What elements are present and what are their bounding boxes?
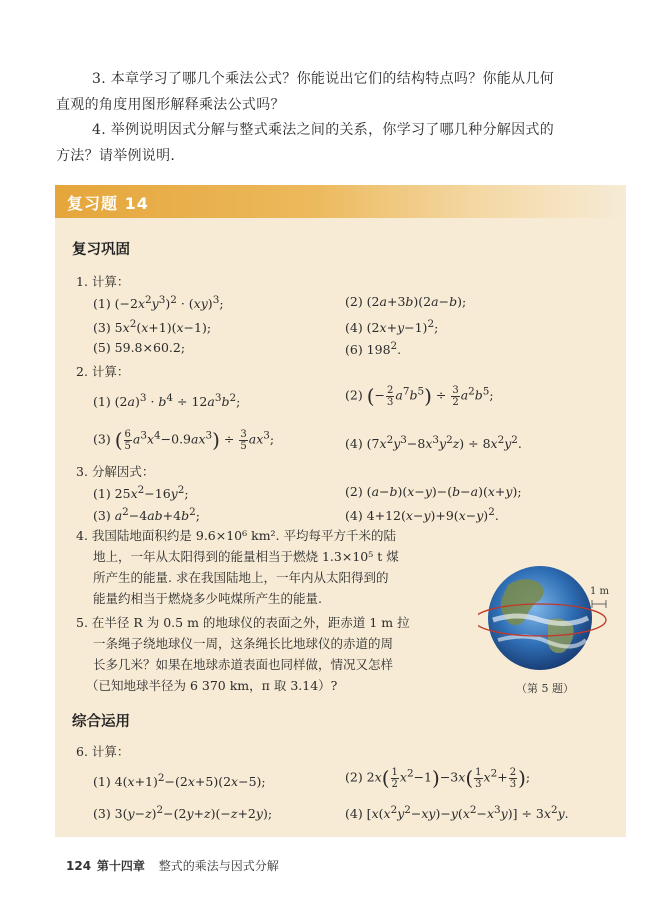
problem-4-line4: 能量约相当于燃烧多少吨煤所产生的能量. [93,591,322,606]
problem-6-3: (3) $3(y-z)^2-(2y+z)(-z+2y)$; [93,804,273,822]
problem-6-1: (1) $4(x+1)^2-(2x+5)(2x-5)$; [93,772,266,790]
problem-1-1: (1) $(-2x^2y^3)^2 \cdot (xy)^3$; [93,294,224,312]
problem-6-label: 6. 计算： [76,744,130,759]
problem-1-label: 1. 计算： [76,274,130,289]
problem-1-4: (4) $(2x+y-1)^2$; [345,318,439,336]
problem-5-line4: （已知地球半径为 6 370 km，π 取 3.14）? [86,678,338,693]
problem-2-1: (1) $(2a)^3 \cdot b^4 \div 12a^3b^2$; [93,392,241,410]
problem-4 [76,525,466,609]
page-footer [66,857,279,874]
figure-caption: （第 5 题） [516,682,574,695]
globe-figure [478,560,618,680]
intro-question-4-cont [56,143,175,169]
problem-1-3: (3) $5x^2(x+1)(x-1)$; [93,318,212,336]
problem-5-line3: 长多几米？如果在地球赤道表面也同样做，情况又怎样 [93,657,394,672]
q4-line2: 方法？请举例说明. [56,148,176,164]
problem-1-5: (5) 59.8×60.2; [93,340,186,355]
exercise-header [55,185,626,218]
problem-3-2: (2) (a−b)(x−y)−(b−a)(x+y); [345,484,522,499]
q4-line1: 4. 举例说明因式分解与整式乘法之间的关系，你学习了哪几种分解因式的 [92,122,555,138]
gap-label: 1 m [590,586,610,597]
q3-line1: 3. 本章学习了哪几个乘法公式？你能说出它们的结构特点吗？你能从几何 [92,71,555,87]
intro-question-4 [92,117,554,143]
problem-4-line1: 4. 我国陆地面积约是 9.6×10⁶ km². 平均每平方千米的陆 [76,528,397,543]
problem-2-4: (4) $(7x^2y^3-8x^3y^2z) \div 8x^2y^2$. [345,434,522,452]
problem-5-line2: 一条绳子绕地球仪一周，这条绳长比地球仪的赤道的周 [93,636,394,651]
problem-6-2: (2) 2x( $\frac{1}{2}$ $x^2-1)-3x$( $\frac{1}{3}$ $x^2+$ $\frac{2}{3}$ ); [345,766,531,790]
problem-4-line2: 地上，一年从太阳得到的能量相当于燃烧 1.3×10⁵ t 煤 [93,549,399,564]
problem-4-line3: 所产生的能量. 求在我国陆地上，一年内从太阳得到的 [93,570,389,585]
problem-3-1: (1) $25x^2-16y^2$; [93,484,189,502]
page-number: 124 [66,859,92,873]
section-title-apply: 综合运用 [72,714,130,730]
q3-line2: 直观的角度用图形解释乘法公式吗？ [56,97,285,113]
chapter-label: 第十四章 [96,859,145,873]
problem-3-4: (4) $4+12(x-y)+9(x-y)^2$. [345,506,499,524]
intro-question-3-cont [56,92,285,118]
section-title-review: 复习巩固 [72,242,130,258]
chapter-title: 整式的乘法与因式分解 [158,859,279,873]
problem-5-line1: 5. 在半径 R 为 0.5 m 的地球仪的表面之外，距赤道 1 m 拉 [76,615,410,630]
problem-2-3: (3) ( $\frac{6}{5}$ $a^3x^4-0.9ax^3$) ÷ $\frac{3}{5}$ $ax^3$; [93,428,275,452]
problem-3-label: 3. 分解因式： [76,464,155,479]
problem-1-6: (6) $198^2$. [345,340,402,358]
problem-2-2: (2) (− $\frac{2}{3}$ $a^7b^5$) ÷ $\frac{3}{2}$ $a^2b^5$; [345,384,494,408]
problem-2-label: 2. 计算： [76,364,130,379]
problem-6-4: (4) $[x(x^2y^2-xy)-y(x^2-x^3y)] \div 3x^2y$. [345,804,569,822]
problem-3-3: (3) $a^2-4ab+4b^2$; [93,506,200,524]
problem-5 [76,612,466,696]
intro-question-3 [92,66,554,92]
exercise-title: 复习题 14 [67,194,149,213]
problem-1-2: (2) (2a+3b)(2a−b); [345,294,467,309]
